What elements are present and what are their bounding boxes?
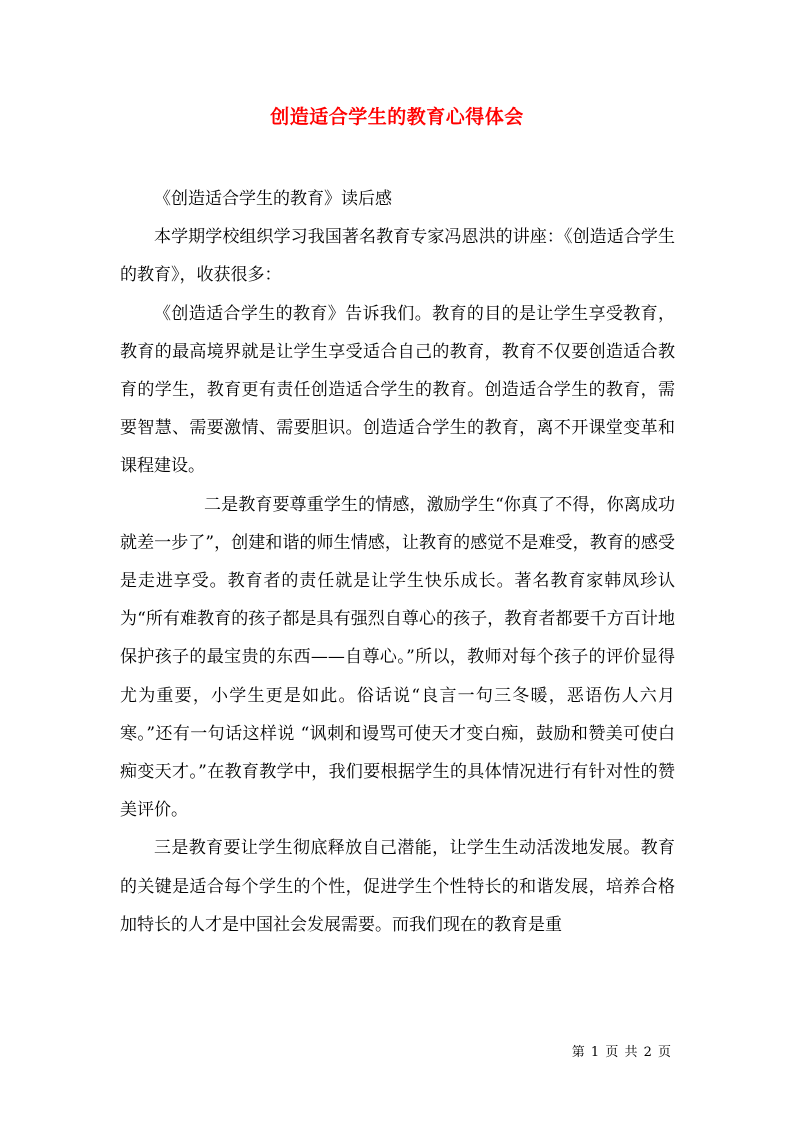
paragraph-intro: 本学期学校组织学习我国著名教育专家冯恩洪的讲座：《创造适合学生的教育》，收获很多： — [120, 227, 675, 286]
paragraph-release-potential: 三是教育要让学生彻底释放自己潜能，让学生生动活泼地发展。教育的关键是适合每个学生的个性，促进学生个性特长的和谐发展，培养合格加特长的人才是中国社会发展需要。而我们现在的教育是重 — [120, 838, 675, 935]
document-title: 创造适合学生的教育心得体会 — [270, 106, 524, 128]
paragraph-heading: 《创造适合学生的教育》读后感 — [154, 189, 392, 209]
page-number: 第 1 页 共 2 页 — [571, 1045, 672, 1060]
document-body — [120, 180, 675, 944]
paragraph-purpose: 《创造适合学生的教育》告诉我们。教育的目的是让学生享受教育，教育的最高境界就是让学生享受适合自己的教育，教育不仅要创造适合教育的学生，教育更有责任创造适合学生的教育。创造适合学生的教育，需要智慧、需要激情、需要胆识。创造适合学生的教育，离不开课堂变革和课程建设。 — [120, 303, 675, 477]
paragraph-respect-emotion: 二是教育要尊重学生的情感，激励学生“你真了不得，你离成功就差一步了”，创建和谐的师生情感，让教育的感觉不是难受，教育的感受是走进享受。教育者的责任就是让学生快乐成长。著名教育家韩凤珍认为“所有难教育的孩子都是具有强烈自尊心的孩子，教育者都要千方百计地保护孩子的最宝贵的东西——自尊心。”所以，教师对每个孩子的评价显得尤为重要，小学生更是如此。俗话说“良言一句三冬暖，恶语伤人六月寒。”还有一句话这样说 “讽刺和谩骂可使天才变白痴，鼓励和赞美可使白痴变天才。”在教育教学中，我们要根据学生的具体情况进行有针对性的赞美评价。 — [120, 494, 675, 821]
